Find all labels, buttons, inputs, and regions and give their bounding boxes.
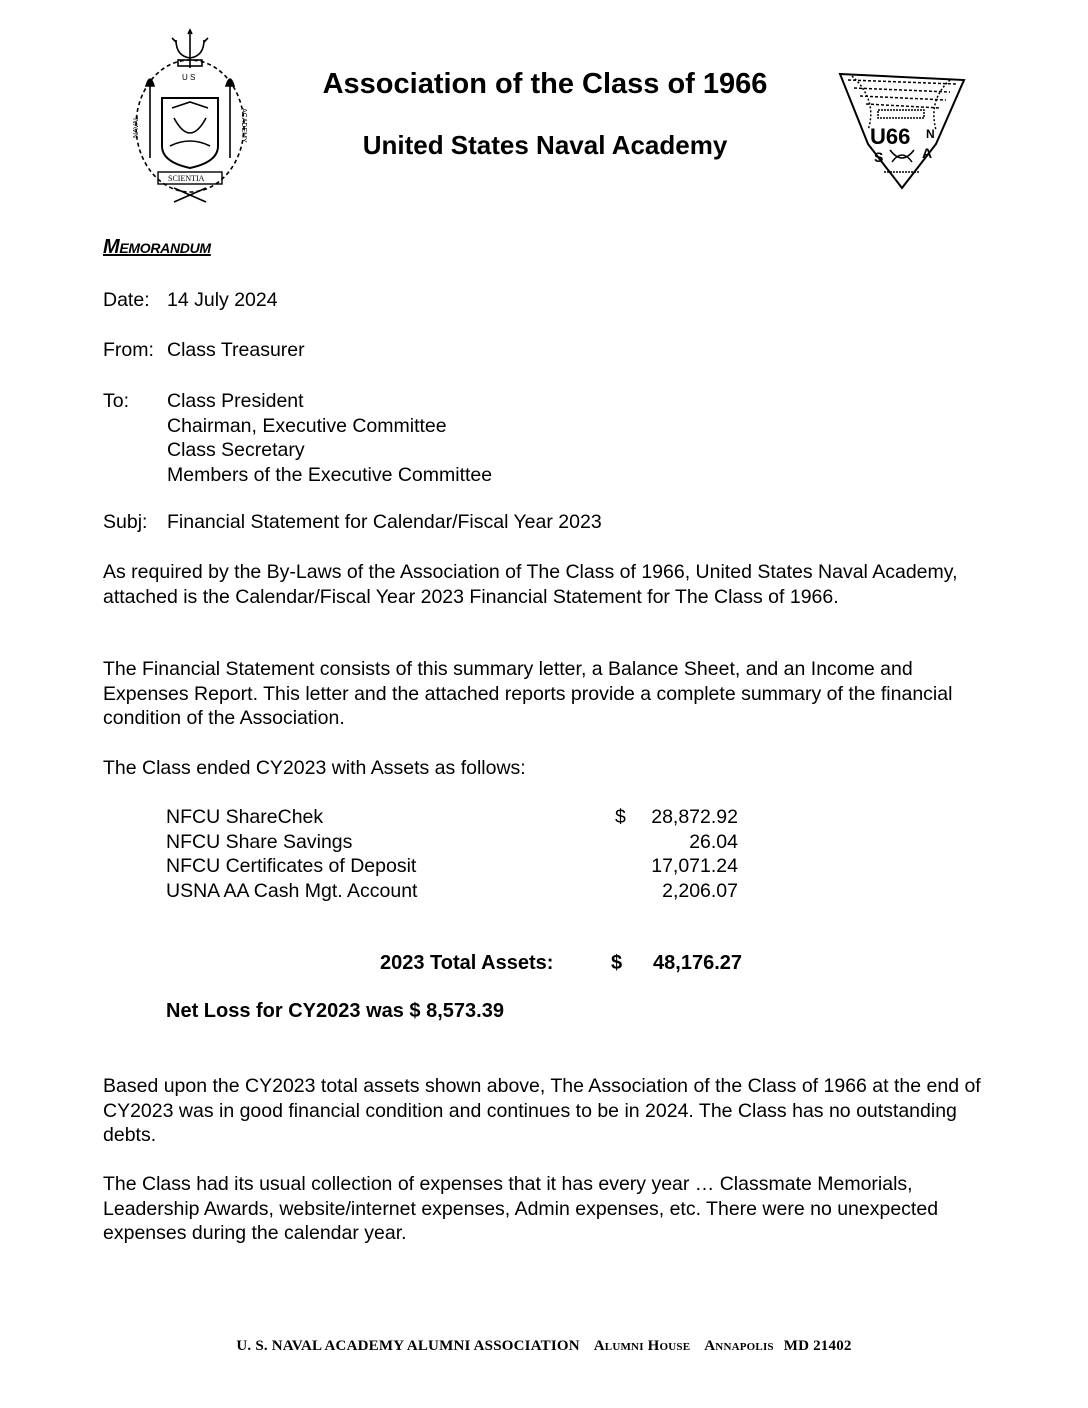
footer-address bbox=[0, 1338, 1088, 1355]
recipient: Class President bbox=[167, 390, 304, 412]
asset-label: NFCU ShareChek bbox=[166, 806, 324, 828]
to-recipients bbox=[167, 389, 492, 487]
svg-text:SCIENTIA: SCIENTIA bbox=[168, 174, 205, 183]
asset-label: NFCU Certificates of Deposit bbox=[166, 855, 417, 877]
footer-building: Alumni House bbox=[593, 1338, 691, 1354]
class-1966-crest-icon bbox=[838, 70, 966, 190]
footer-city: Annapolis bbox=[704, 1338, 774, 1354]
svg-text:A: A bbox=[922, 145, 933, 161]
to-label: To: bbox=[103, 390, 130, 412]
from-row bbox=[103, 338, 305, 363]
memorandum-heading: Memorandum bbox=[103, 236, 211, 258]
svg-text:U66: U66 bbox=[870, 124, 911, 149]
from-label: From: bbox=[103, 339, 154, 361]
net-loss-statement: Net Loss for CY2023 was $ 8,573.39 bbox=[166, 1000, 504, 1022]
asset-row bbox=[166, 805, 746, 830]
svg-text:S: S bbox=[874, 149, 884, 165]
paragraph-statement-contents: The Financial Statement consists of this summary letter, a Balance Sheet, and an Income and Expenses Report. This letter and the attached reports provide a complete summary of the financial condition of the Association. bbox=[103, 658, 953, 729]
total-assets-value: 48,176.27 bbox=[653, 952, 742, 974]
recipient: Chairman, Executive Committee bbox=[167, 414, 447, 437]
paragraph-assets-intro: The Class ended CY2023 with Assets as follows: bbox=[103, 757, 526, 779]
paragraph-financial-condition: Based upon the CY2023 total assets shown above, The Association of the Class of 1966 at the end of CY2023 was in good financial condition and continues to be in 2024. The Class has no outstanding debts. bbox=[103, 1075, 981, 1146]
association-title: Association of the Class of 1966 bbox=[322, 68, 768, 100]
paragraph-bylaws: As required by the By-Laws of the Association of The Class of 1966, United States Naval Academy, attached is the Calendar/Fiscal Year 2023 Financial Statement for The Class of 1966. bbox=[103, 561, 958, 608]
usna-crest-icon bbox=[130, 28, 250, 204]
asset-value: 17,071.24 bbox=[651, 855, 738, 877]
total-assets-label: 2023 Total Assets: bbox=[380, 952, 554, 974]
asset-row bbox=[166, 854, 746, 879]
asset-value: 26.04 bbox=[689, 830, 738, 853]
svg-text:U S: U S bbox=[182, 73, 196, 82]
total-assets-currency: $ bbox=[611, 952, 623, 974]
recipient: Members of the Executive Committee bbox=[167, 463, 493, 486]
asset-currency: $ bbox=[615, 806, 626, 828]
date-row bbox=[103, 288, 278, 313]
asset-value: 28,872.92 bbox=[651, 806, 738, 828]
asset-value: 2,206.07 bbox=[662, 879, 738, 902]
date-label: Date: bbox=[103, 289, 150, 311]
subject-label: Subj: bbox=[103, 511, 148, 533]
date-value: 14 July 2024 bbox=[167, 289, 278, 311]
asset-label: NFCU Share Savings bbox=[166, 830, 353, 853]
asset-row bbox=[166, 830, 746, 855]
svg-text:N: N bbox=[926, 127, 935, 141]
asset-label: USNA AA Cash Mgt. Account bbox=[166, 879, 418, 902]
svg-text:NAVAL: NAVAL bbox=[133, 116, 140, 138]
subject-value: Financial Statement for Calendar/Fiscal Year 2023 bbox=[167, 511, 602, 533]
footer-org: U. S. NAVAL ACADEMY ALUMNI ASSOCIATION bbox=[236, 1338, 580, 1354]
paragraph-expenses: The Class had its usual collection of expenses that it has every year … Classmate Memorials, Leadership Awards, website/internet expenses, Admin expenses, etc. There were no unexpected expenses during the calendar year. bbox=[103, 1173, 939, 1244]
subject-row bbox=[103, 510, 602, 535]
assets-table bbox=[166, 805, 746, 903]
recipient: Class Secretary bbox=[167, 439, 305, 461]
academy-subtitle: United States Naval Academy bbox=[362, 130, 728, 160]
svg-text:ACADEMY: ACADEMY bbox=[240, 108, 247, 143]
footer-state-zip: MD 21402 bbox=[783, 1338, 852, 1354]
from-value: Class Treasurer bbox=[167, 339, 305, 361]
asset-row bbox=[166, 879, 746, 904]
